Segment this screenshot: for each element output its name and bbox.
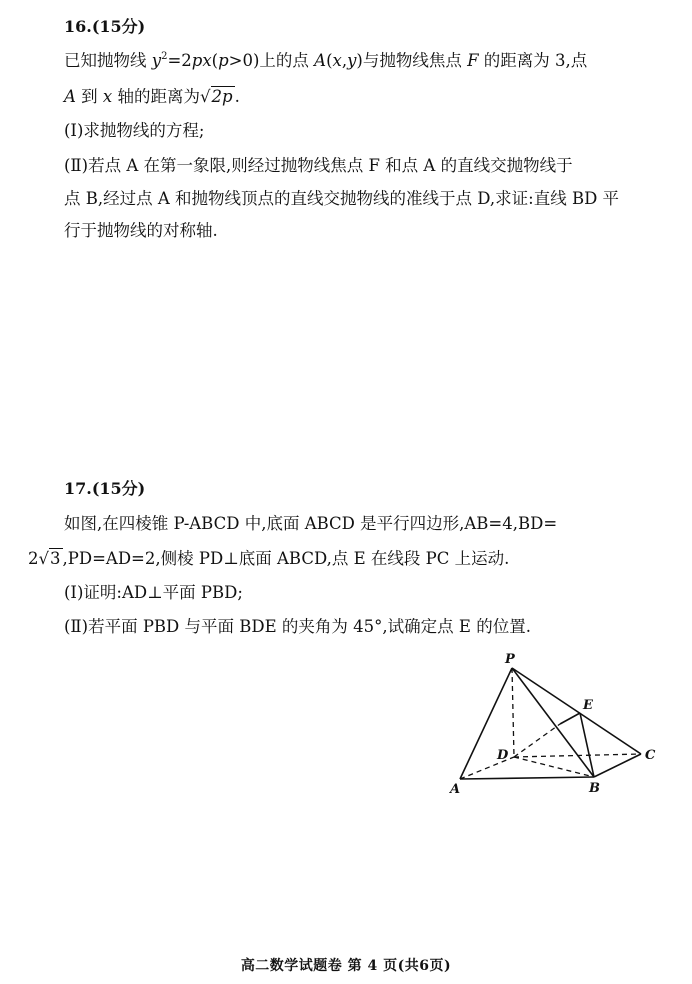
q16-part1: (Ⅰ)求抛物线的方程; bbox=[64, 121, 205, 140]
q16-part2-line2: 点 B,经过点 A 和抛物线顶点的直线交抛物线的准线于点 D,求证:直线 BD 平 bbox=[64, 189, 620, 208]
label-A: A bbox=[450, 782, 461, 797]
q16-part2-line3: 行于抛物线的对称轴. bbox=[64, 221, 218, 240]
label-E: E bbox=[583, 698, 593, 713]
edge-AB bbox=[460, 777, 594, 779]
label-P: P bbox=[505, 652, 515, 667]
label-C: C bbox=[645, 748, 656, 763]
edge-DE bbox=[514, 724, 560, 757]
label-B: B bbox=[589, 781, 600, 796]
q16-statement-line1: 已知抛物线 $y^2=2px(p>0)$上的点 A(x,y)与抛物线焦点 F 的距离为 3,点 bbox=[64, 51, 588, 70]
q17-statement-line2: 2√3 ,PD=AD=2,侧棱 PD⊥底面 ABCD,点 E 在线段 PC 上运动. bbox=[28, 549, 510, 568]
edge-PC bbox=[512, 668, 641, 754]
label-D: D bbox=[497, 748, 509, 763]
page-footer: 高二数学试题卷 第 4 页(共6页) bbox=[240, 958, 452, 974]
edge-ED-solid bbox=[560, 713, 580, 724]
sqrt-2p: √2p bbox=[199, 87, 233, 106]
q16-title: 16.(15分) bbox=[64, 17, 146, 36]
edge-BC bbox=[594, 754, 641, 777]
sqrt-3: √3 bbox=[38, 549, 61, 568]
q17-part1: (Ⅰ)证明:AD⊥平面 PBD; bbox=[64, 583, 243, 602]
q17-part2: (Ⅱ)若平面 PBD 与平面 BDE 的夹角为 45°,试确定点 E 的位置. bbox=[64, 617, 531, 636]
edge-PD bbox=[512, 668, 514, 757]
q17-title: 17.(15分) bbox=[64, 479, 146, 498]
q16-statement-line2: A 到 x 轴的距离为√2p . bbox=[64, 87, 240, 106]
q17-statement-line1: 如图,在四棱锥 P-ABCD 中,底面 ABCD 是平行四边形,AB=4,BD= bbox=[64, 514, 558, 533]
q16-part2-line1: (Ⅱ)若点 A 在第一象限,则经过抛物线焦点 F 和点 A 的直线交抛物线于 bbox=[64, 156, 573, 175]
